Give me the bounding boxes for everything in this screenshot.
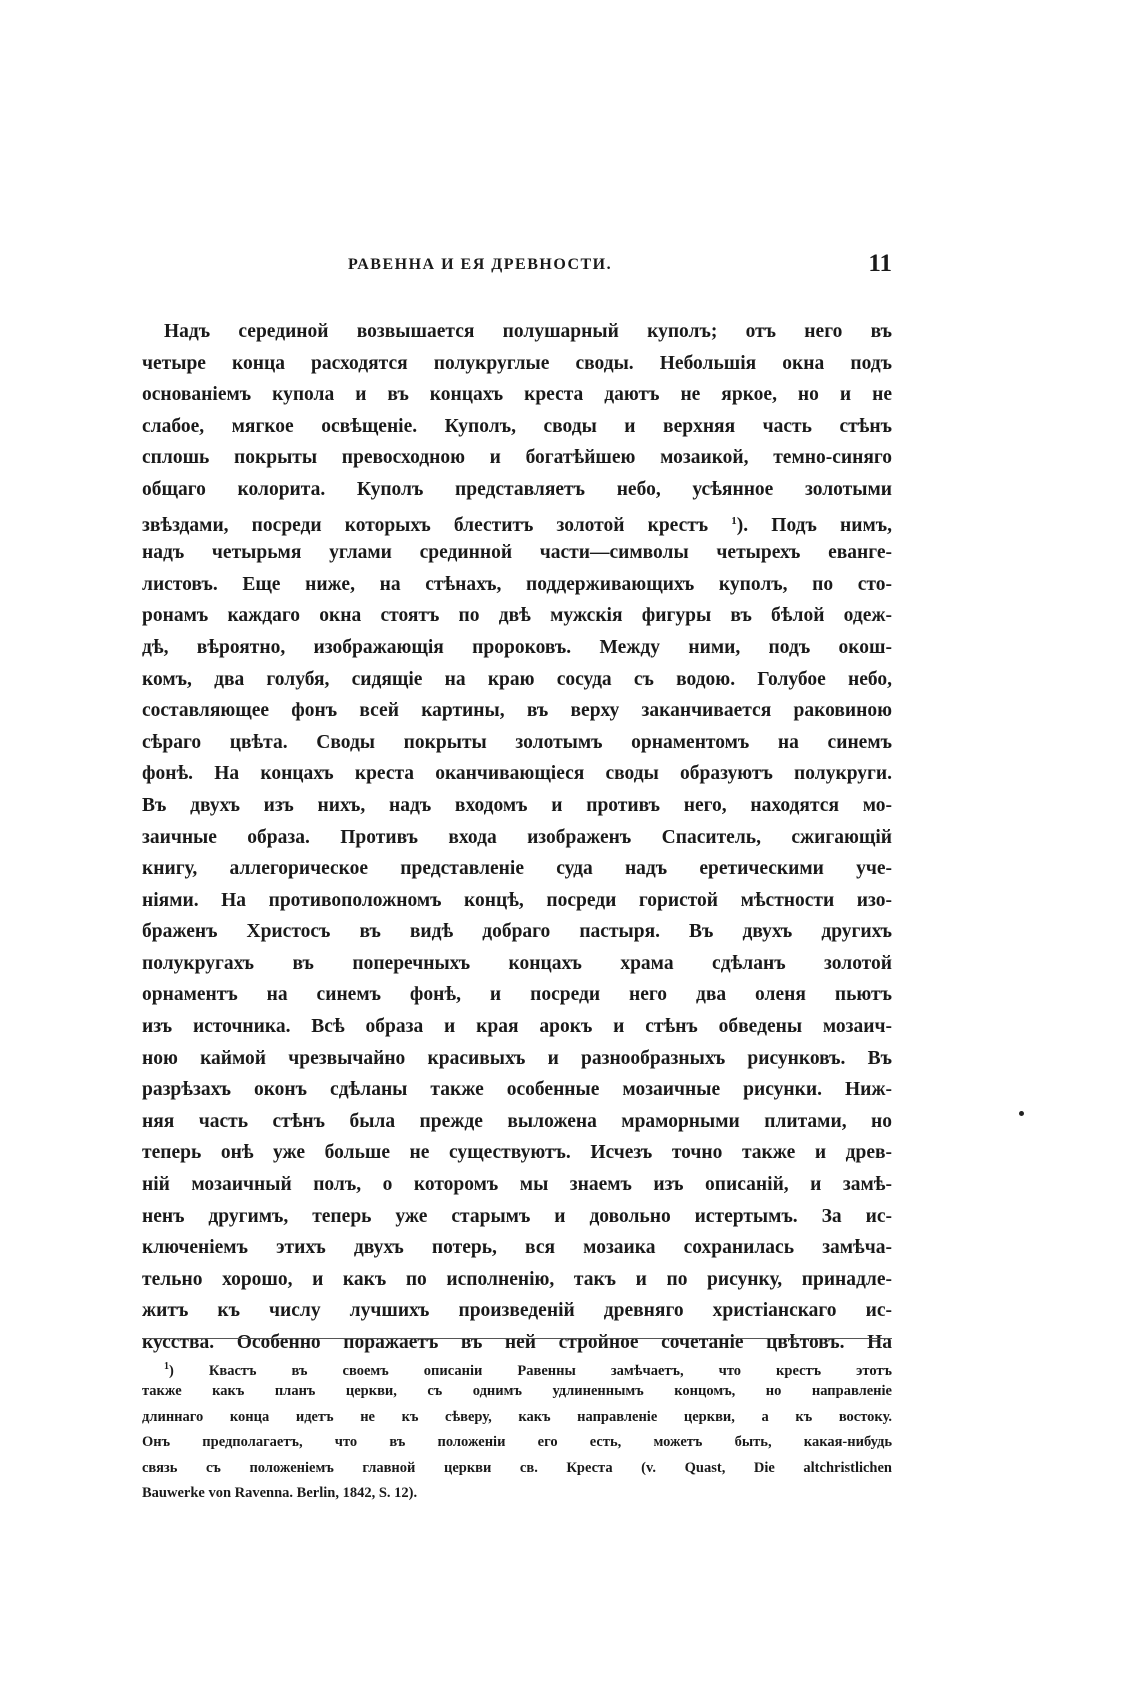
text-line: заичные образа. Противъ входа изображенъ Спаситель, сжигающій [142, 826, 892, 848]
text-line: ною каймой чрезвычайно красивыхъ и разнообразныхъ рисунковъ. Въ [142, 1047, 892, 1069]
text-line: листовъ. Еще ниже, на стѣнахъ, поддерживающихъ куполъ, по сто- [142, 573, 892, 595]
text-line-with-footnote-ref [142, 506, 892, 538]
text-line: кусства. Особенно поражаетъ въ ней стройное сочетаніе цвѣтовъ. На [142, 1332, 892, 1353]
ink-speck [1019, 1111, 1024, 1116]
running-title: РАВЕННА И ЕЯ ДРЕВНОСТИ. [348, 256, 613, 273]
footnote [142, 1354, 892, 1506]
text-line: книгу, аллегорическое представленіе суда надъ еретическими уче- [142, 858, 892, 880]
main-text [142, 316, 892, 1359]
text-line: фонѣ. На концахъ креста оканчивающіеся своды образуютъ полукруги. [142, 763, 892, 785]
text-line: изъ источника. Всѣ образа и края арокъ и стѣнъ обведены мозаич- [142, 1016, 892, 1038]
text-line: полукругахъ въ поперечныхъ концахъ храма сдѣланъ золотой [142, 952, 892, 974]
text-line: теперь онѣ уже больше не существуютъ. Исчезъ точно также и древ- [142, 1142, 892, 1164]
footnote-line: Bauwerke von Ravenna. Berlin, 1842, S. 12). [142, 1484, 418, 1501]
footnote-reference: 1 [731, 514, 737, 527]
text-line: сѣраго цвѣта. Своды покрыты золотымъ орнаментомъ на синемъ [142, 731, 892, 753]
page-header [142, 250, 892, 284]
text-line: разрѣзахъ оконъ сдѣланы также особенные мозаичные рисунки. Ниж- [142, 1079, 892, 1101]
footnote-line: Онъ предполагаетъ, что въ положеніи его есть, можетъ быть, какая-нибудь [142, 1434, 892, 1451]
footnote-line [142, 1354, 892, 1379]
text-fragment: ) Квастъ въ своемъ описаніи Равенны замѣчаетъ, что крестъ этотъ [169, 1363, 892, 1379]
text-line: сплошь покрыты превосходною и богатѣйшею мозаикой, темно-синяго [142, 447, 892, 469]
text-line: ненъ другимъ, теперь уже старымъ и довольно истертымъ. За ис- [142, 1205, 892, 1227]
text-line: основаніемъ купола и въ концахъ креста даютъ не яркое, но и не [142, 384, 892, 406]
text-line: няя часть стѣнъ была прежде выложена мраморными плитами, но [142, 1110, 892, 1132]
text-line: четыре конца расходятся полукруглые своды. Небольшія окна подъ [142, 352, 892, 374]
text-line: слабое, мягкое освѣщеніе. Куполъ, своды и верхняя часть стѣнъ [142, 415, 892, 437]
text-line: Надъ серединой возвышается полушарный куполъ; отъ него въ [164, 321, 892, 342]
text-line: ронамъ каждаго окна стоятъ по двѣ мужскія фигуры въ бѣлой одеж- [142, 605, 892, 627]
text-line: ключеніемъ этихъ двухъ потерь, вся мозаика сохранилась замѣча- [142, 1237, 892, 1259]
text-fragment: звѣздами, посреди которыхъ блеститъ золотой крестъ [142, 514, 709, 536]
text-line: браженъ Христосъ въ видѣ добраго пастыря. Въ двухъ другихъ [142, 921, 892, 943]
text-line: комъ, два голубя, сидящіе на краю сосуда съ водою. Голубое небо, [142, 668, 892, 690]
text-line: ніями. На противоположномъ концѣ, посреди гористой мѣстности изо- [142, 889, 892, 911]
footnote-line: связь съ положеніемъ главной церкви св. Креста (v. Quast, Die altchristlichen [142, 1459, 892, 1476]
text-line: дѣ, вѣроятно, изображающія пророковъ. Между ними, подъ окош- [142, 636, 892, 658]
footnote-line: длиннаго конца идетъ не къ сѣверу, какъ направленіе церкви, а къ востоку. [142, 1408, 892, 1425]
footnote-marker: 1 [164, 1361, 169, 1372]
footnote-line: также какъ планъ церкви, съ однимъ удлиненнымъ концомъ, но направленіе [142, 1383, 892, 1400]
text-line: орнаментъ на синемъ фонѣ, и посреди него два оленя пьютъ [142, 984, 892, 1006]
text-line: тельно хорошо, и какъ по исполненію, такъ и по рисунку, принадле- [142, 1268, 892, 1290]
text-fragment: ). Подъ нимъ, [736, 514, 892, 536]
text-line: общаго колорита. Куполъ представляетъ небо, усѣянное золотыми [142, 478, 892, 500]
text-line: ній мозаичный полъ, о которомъ мы знаемъ изъ описаній, и замѣ- [142, 1174, 892, 1196]
text-line: надъ четырьмя углами срединной части—символы четырехъ еванге- [142, 542, 892, 564]
text-line: Въ двухъ изъ нихъ, надъ входомъ и противъ него, находятся мо- [142, 794, 892, 816]
page-number: 11 [868, 250, 892, 277]
footnote-divider [142, 1338, 892, 1339]
text-line: составляющее фонъ всей картины, въ верху заканчивается раковиною [142, 700, 892, 722]
text-line: житъ къ числу лучшихъ произведеній древняго христіанскаго ис- [142, 1300, 892, 1322]
